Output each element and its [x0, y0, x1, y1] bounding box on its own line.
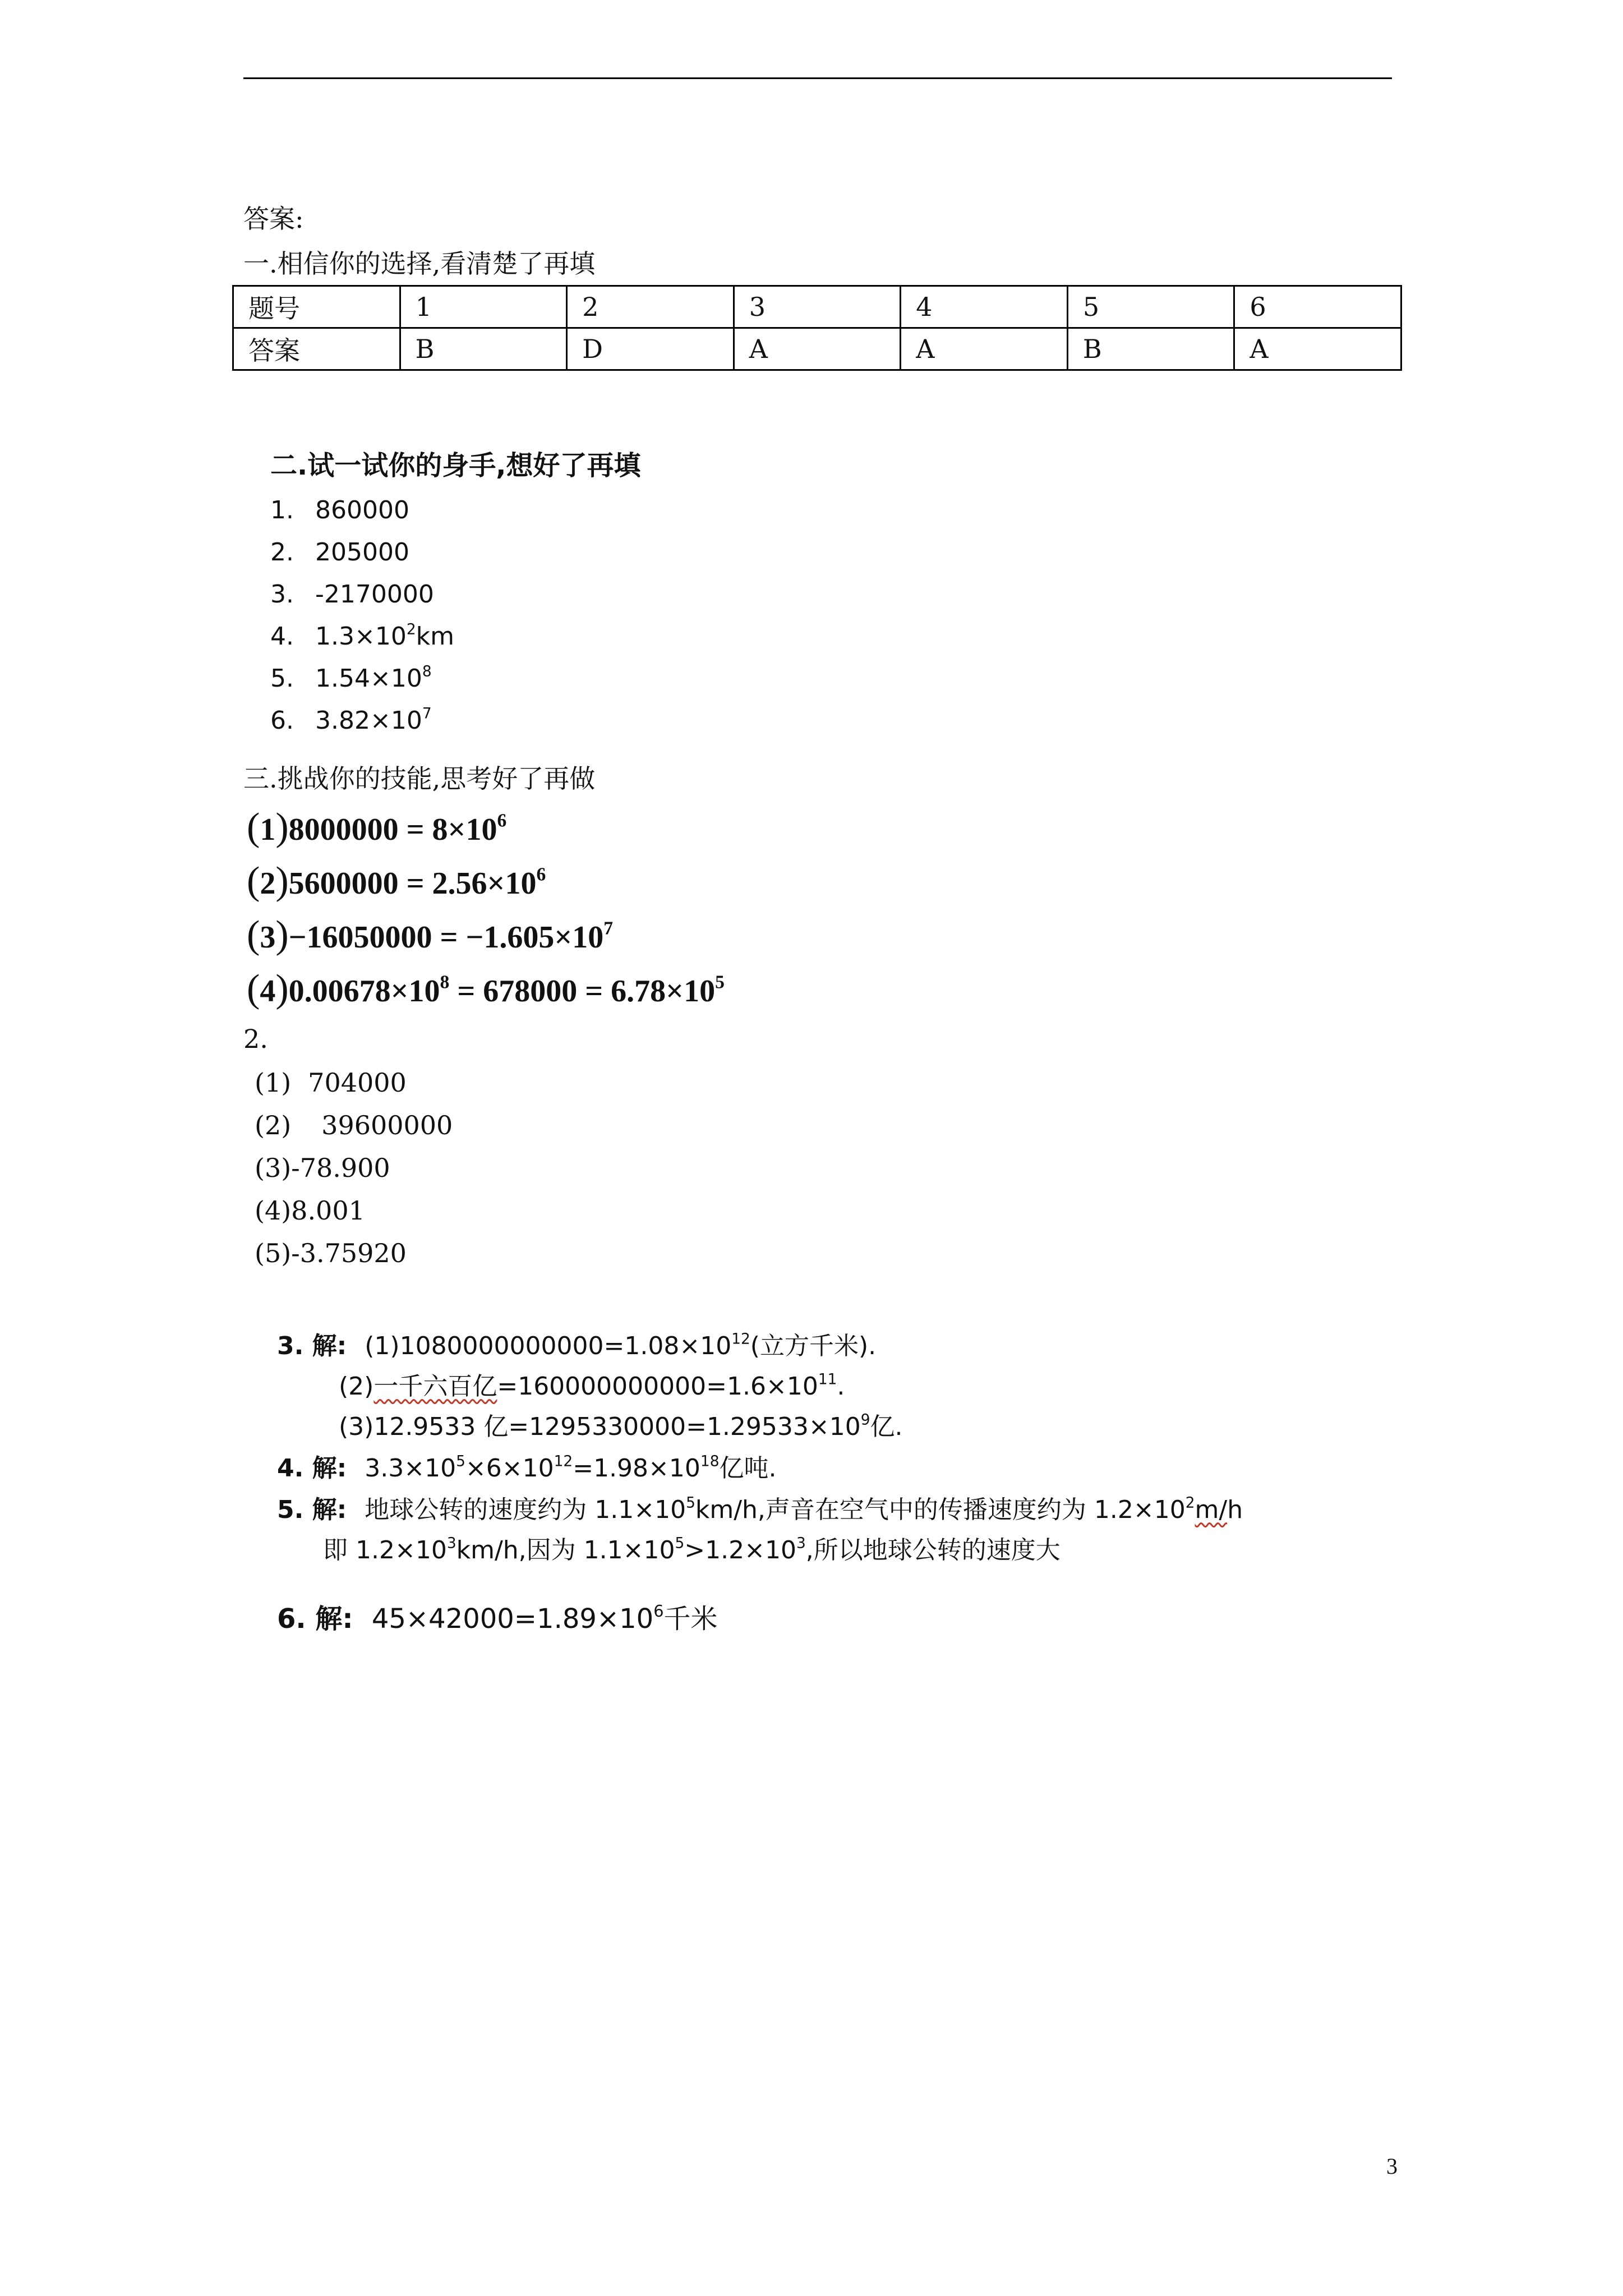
- part2-label: 2.: [243, 1024, 268, 1054]
- equation-exponent: 6: [497, 810, 507, 831]
- table-answer-label: 答案: [233, 328, 400, 370]
- item-value: 205000: [315, 538, 409, 567]
- item-value: -3.75920: [291, 1238, 407, 1268]
- item-value: -2170000: [315, 580, 434, 609]
- item-value: 39600000: [321, 1110, 453, 1140]
- solution-label: 5. 解:: [277, 1496, 347, 1524]
- item-value: -78.900: [291, 1153, 390, 1183]
- equation-label: 1: [260, 812, 276, 847]
- solution-text: 45×42000=1.89×10: [371, 1603, 654, 1635]
- solution-text: =1.98×10: [573, 1454, 700, 1483]
- answers-heading: 答案:: [243, 204, 304, 234]
- list-item: [255, 1108, 453, 1142]
- section3-title: 三.挑战你的技能,思考好了再做: [243, 763, 596, 794]
- problem5-line2: [323, 1534, 1061, 1567]
- solution-text: (立方千米).: [750, 1332, 877, 1360]
- table-cell-number: 5: [1067, 286, 1234, 328]
- table-cell-answer: A: [734, 328, 901, 370]
- solution-text: =160000000000=1.6×10: [497, 1372, 818, 1401]
- list-item: [270, 704, 432, 738]
- solution-text: km/h,因为 1.1×10: [456, 1536, 675, 1565]
- solution-label: 6. 解:: [277, 1603, 353, 1635]
- list-item: [255, 1194, 365, 1227]
- problem5-line1: [277, 1493, 1243, 1527]
- problem6-line: [277, 1602, 718, 1636]
- problem4-line: [277, 1452, 777, 1485]
- item-number: 4.: [270, 622, 294, 651]
- item-value: 704000: [308, 1068, 407, 1098]
- table-cell-number: 3: [734, 286, 901, 328]
- list-item: [270, 536, 409, 569]
- section2-title: 二.试一试你的身手,想好了再填: [270, 450, 641, 481]
- list-item: [255, 1236, 407, 1270]
- solution-label: 4. 解:: [277, 1454, 347, 1483]
- item-number: 1.: [270, 496, 294, 524]
- equation-label: 4: [260, 974, 276, 1009]
- solution-exponent: 2: [1185, 1494, 1195, 1512]
- item-number: (1): [255, 1068, 292, 1098]
- answer-table: [232, 285, 1402, 371]
- item-number: (3): [255, 1153, 292, 1183]
- equation-exponent: 8: [440, 972, 450, 993]
- item-number: 6.: [270, 706, 294, 735]
- list-item: [270, 578, 434, 611]
- equation-exponent: 7: [603, 918, 614, 939]
- table-cell-number: 1: [400, 286, 567, 328]
- equation-body-continued: = 678000 = 6.78×10: [449, 974, 716, 1009]
- item-exponent: 8: [422, 662, 432, 680]
- solution-text: km/h,声音在空气中的传播速度约为 1.2×10: [695, 1496, 1186, 1524]
- equation: $(2)5600000 = 2.56\times 10^6$: [247, 859, 546, 903]
- solution-text: >1.2×10: [684, 1536, 796, 1565]
- equation-body: −16050000 = −1.605×10: [288, 920, 604, 955]
- list-item: [255, 1151, 390, 1185]
- item-value: 860000: [315, 496, 409, 524]
- equation-exponent: 5: [715, 972, 725, 993]
- solution-text: h: [1227, 1496, 1243, 1524]
- solution-exponent: 12: [554, 1452, 573, 1470]
- item-number: 3.: [270, 580, 294, 609]
- header-rule: [243, 77, 1392, 79]
- equation: $(1)8000000 = 8\times 10^6$: [247, 806, 507, 849]
- solution-exponent: 3: [796, 1534, 806, 1552]
- spellcheck-underlined-text: m/: [1195, 1496, 1228, 1524]
- table-cell-answer: B: [400, 328, 567, 370]
- item-exponent: 2: [406, 620, 416, 638]
- problem3-line2: [339, 1370, 845, 1404]
- table-cell-answer: A: [901, 328, 1068, 370]
- solution-exponent: 5: [675, 1534, 685, 1552]
- item-number: (4): [255, 1195, 292, 1226]
- solution-exponent: 5: [686, 1494, 695, 1512]
- solution-text: 亿吨.: [719, 1454, 777, 1483]
- solution-text: 千米: [663, 1603, 718, 1635]
- table-cell-number: 4: [901, 286, 1068, 328]
- item-value: 1.3×10: [315, 622, 407, 651]
- item-exponent: 7: [422, 705, 432, 723]
- solution-exponent: 9: [860, 1411, 870, 1429]
- solution-text: .: [837, 1372, 845, 1401]
- solution-exponent: 12: [731, 1330, 750, 1348]
- table-cell-number: 2: [567, 286, 734, 328]
- equation-exponent: 6: [536, 864, 546, 885]
- equation-label: 3: [260, 920, 276, 955]
- equation: $(3)-16050000 = -1.605\times 10^7$: [247, 913, 614, 956]
- list-item: [270, 620, 454, 654]
- item-number: 2.: [270, 538, 294, 567]
- item-value: 1.54×10: [315, 664, 422, 693]
- equation-body: 0.00678×10: [288, 974, 440, 1009]
- item-number: (5): [255, 1238, 292, 1268]
- solution-text: (2): [339, 1372, 374, 1401]
- solution-exponent: 18: [700, 1452, 720, 1470]
- solution-text: (3)12.9533 亿=1295330000=1.29533×10: [339, 1412, 861, 1441]
- equation-label: 2: [260, 866, 276, 901]
- solution-text: 即 1.2×10: [323, 1536, 447, 1565]
- solution-exponent: 3: [446, 1534, 457, 1552]
- page-number: 3: [1386, 2154, 1398, 2179]
- table-cell-answer: B: [1067, 328, 1234, 370]
- solution-exponent: 11: [818, 1370, 837, 1388]
- item-number: (2): [255, 1110, 292, 1140]
- table-cell-answer: A: [1234, 328, 1401, 370]
- solution-text: (1)1080000000000=1.08×10: [365, 1332, 732, 1360]
- item-value: 8.001: [291, 1195, 365, 1226]
- solution-text: 3.3×10: [365, 1454, 457, 1483]
- solution-text: 地球公转的速度约为 1.1×10: [365, 1496, 686, 1524]
- item-number: 5.: [270, 664, 294, 693]
- list-item: [270, 494, 409, 527]
- list-item: [270, 662, 432, 696]
- table-header-label: 题号: [233, 286, 400, 328]
- table-cell-answer: D: [567, 328, 734, 370]
- spellcheck-underlined-text: 一千六百亿: [374, 1372, 497, 1401]
- solution-text: ,所以地球公转的速度大: [805, 1536, 1061, 1565]
- item-value: 3.82×10: [315, 706, 422, 735]
- solution-exponent: 5: [456, 1452, 465, 1470]
- problem3-line3: [339, 1410, 903, 1444]
- solution-label: 3. 解:: [277, 1332, 347, 1360]
- equation-body: 8000000 = 8×10: [288, 812, 497, 847]
- section1-title: 一.相信你的选择,看清楚了再填: [243, 249, 596, 279]
- problem3-line1: [277, 1329, 876, 1363]
- solution-text: ×6×10: [465, 1454, 554, 1483]
- table-row-answers: [233, 328, 1401, 370]
- solution-text: 亿.: [870, 1412, 903, 1441]
- table-cell-number: 6: [1234, 286, 1401, 328]
- table-row-numbers: [233, 286, 1401, 328]
- list-item: [255, 1066, 407, 1099]
- equation: $(4)0.00678\times 10^8 = 678000 = 6.78\times 10^5$: [247, 967, 725, 1010]
- equation-body: 5600000 = 2.56×10: [288, 866, 537, 901]
- item-unit: km: [416, 622, 454, 651]
- solution-exponent: 6: [653, 1601, 664, 1621]
